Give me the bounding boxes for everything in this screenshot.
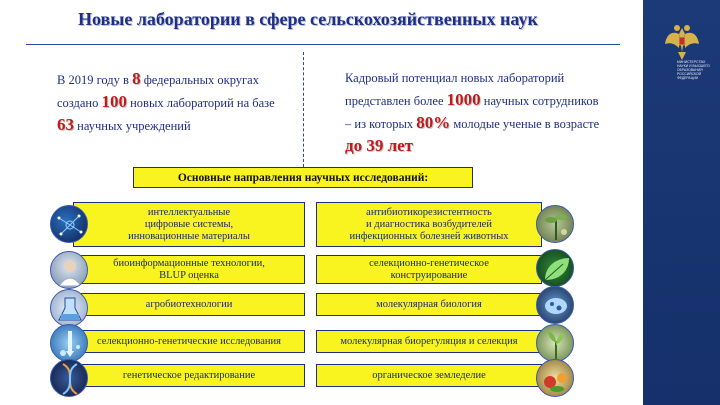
page-title: Новые лаборатории в сфере сельскохозяйственных наук xyxy=(78,9,538,29)
lab-glassware-icon xyxy=(50,289,88,327)
stat-number-institutions: 63 xyxy=(57,115,74,134)
scientist-icon xyxy=(50,251,88,289)
stat-text: федеральных округах создано xyxy=(57,73,259,110)
direction-genetic-engineering: селекционно-генетическое конструирование xyxy=(316,255,542,284)
stat-age-limit: до 39 лет xyxy=(345,136,414,155)
stat-number-districts: 8 xyxy=(132,69,141,88)
stat-text: новых лабораторий на базе xyxy=(126,96,275,110)
ministry-name: МИНИСТЕРСТВО НАУКИ И ВЫСШЕГО ОБРАЗОВАНИЯ РОССИЙСКОЙ ФЕДЕРАЦИИ xyxy=(677,60,710,80)
direction-molecular-bioregulation: молекулярная биорегуляция и селекция xyxy=(316,330,542,353)
direction-antibiotic-resistance: антибиотикорезистентность и диагностика возбудителей инфекционных болезней животных xyxy=(316,202,542,247)
stat-staff-potential xyxy=(345,68,607,158)
microbe-plant-icon xyxy=(536,205,574,243)
direction-digital-systems: интеллектуальные цифровые системы, инновационные материалы xyxy=(73,202,305,247)
direction-agrobiotech: агробиотехнологии xyxy=(73,293,305,316)
stat-labs-created xyxy=(57,68,287,137)
direction-bioinformatics: биоинформационные технологии, BLUP оценка xyxy=(73,255,305,284)
stat-text: Кадровый потенциал новых лабораторий представлен более xyxy=(345,71,565,108)
stat-text: научных сотрудников – из которых xyxy=(345,94,599,131)
direction-breeding-genetics: селекционно-генетические исследования xyxy=(73,330,305,353)
stat-text: научных учреждений xyxy=(74,119,191,133)
microscope-sample-icon xyxy=(536,286,574,324)
dna-helix-icon xyxy=(50,359,88,397)
stat-number-staff: 1000 xyxy=(446,90,481,109)
directions-header: Основные направления научных исследований: xyxy=(133,167,473,188)
title-underline xyxy=(26,44,620,45)
stat-text: молодые ученые в возрасте xyxy=(450,117,600,131)
stat-number-labs: 100 xyxy=(101,92,127,111)
stat-number-young-share: 80% xyxy=(416,113,451,132)
seedling-icon xyxy=(536,324,574,362)
vegetables-icon xyxy=(536,359,574,397)
direction-molecular-biology: молекулярная биология xyxy=(316,293,542,316)
digital-network-icon xyxy=(50,205,88,243)
direction-organic-farming: органическое земледелие xyxy=(316,364,542,387)
stat-text: В 2019 году в xyxy=(57,73,133,87)
ministry-emblem-icon xyxy=(663,22,701,62)
direction-gene-editing: генетическое редактирование xyxy=(73,364,305,387)
lab-pipette-icon xyxy=(50,324,88,362)
vertical-divider xyxy=(303,52,304,167)
green-leaf-icon xyxy=(536,249,574,287)
